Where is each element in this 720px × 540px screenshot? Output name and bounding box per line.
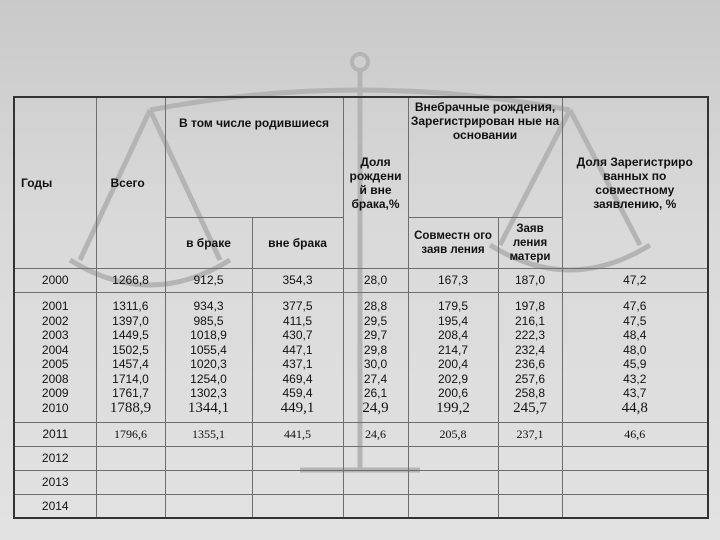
value-line: 29,5 <box>363 313 388 328</box>
value-line: 2002 <box>41 313 69 328</box>
value-line: 195,4 <box>438 313 469 328</box>
table-row-2000 <box>14 268 708 292</box>
in-marriage-cell: 1355,1 <box>165 422 252 446</box>
joint-block-cell <box>408 292 498 422</box>
total-cell: 1796,6 <box>96 422 165 446</box>
value-line: 1397,0 <box>112 313 149 328</box>
empty-cell <box>343 446 408 470</box>
value-line: 1502,5 <box>112 342 149 357</box>
table-row-2014 <box>14 494 708 518</box>
value-line: 1311,6 <box>112 299 149 313</box>
mother-cell: 237,1 <box>498 422 562 446</box>
value-line: 2005 <box>41 357 69 371</box>
value-line: 232,4 <box>515 342 546 357</box>
value-line: 43,7 <box>623 386 647 400</box>
mother-block-cell <box>498 292 562 422</box>
value-line: 202,9 <box>438 371 469 386</box>
out-of-marriage-block-cell <box>252 292 343 422</box>
value-line: 430,7 <box>282 328 313 342</box>
value-line: 48,0 <box>623 342 647 357</box>
table-row-2001-2010 <box>14 292 708 422</box>
value-line: 1302,3 <box>190 386 227 400</box>
value-line: 258,8 <box>515 386 546 400</box>
table-header-row <box>14 97 708 217</box>
value-line: 2008 <box>41 371 69 386</box>
share-out-block-cell <box>343 292 408 422</box>
in-marriage-cell: 912,5 <box>165 268 252 292</box>
joint-cell: 205,8 <box>408 422 498 446</box>
value-line: 1449,5 <box>112 328 149 342</box>
empty-cell <box>498 494 562 518</box>
value-line: 236,6 <box>515 357 546 371</box>
header-including-born: В том числе родившиеся <box>165 97 343 217</box>
value-line: 214,7 <box>438 342 469 357</box>
year-cell: 2014 <box>14 494 96 518</box>
value-line: 200,4 <box>438 357 469 371</box>
out-of-marriage-cell: 441,5 <box>252 422 343 446</box>
value-line: 29,8 <box>363 342 388 357</box>
value-line: 2001 <box>41 299 69 313</box>
year-cell: 2000 <box>14 268 96 292</box>
header-in-marriage: в браке <box>165 217 252 268</box>
total-cell: 1266,8 <box>96 268 165 292</box>
value-line: 449,1 <box>280 399 315 416</box>
in-marriage-block-cell <box>165 292 252 422</box>
value-line: 985,5 <box>193 313 224 328</box>
joint-cell: 167,3 <box>408 268 498 292</box>
empty-cell <box>96 494 165 518</box>
value-line: 45,9 <box>623 357 647 371</box>
value-line: 2010 <box>41 400 69 415</box>
value-line: 1055,4 <box>190 342 227 357</box>
value-line: 1714,0 <box>112 371 149 386</box>
empty-cell <box>562 446 708 470</box>
empty-cell <box>252 494 343 518</box>
share-joint-cell: 47,2 <box>562 268 708 292</box>
year-cell: 2011 <box>14 422 96 446</box>
years-block-cell <box>14 292 96 422</box>
share-joint-block-cell <box>562 292 708 422</box>
empty-cell <box>165 470 252 494</box>
empty-cell <box>562 494 708 518</box>
value-line: 934,3 <box>193 299 224 313</box>
value-line: 43,2 <box>623 371 647 386</box>
header-out-of-marriage: вне брака <box>252 217 343 268</box>
value-line: 24,9 <box>362 399 389 416</box>
empty-cell <box>498 446 562 470</box>
header-extramarital-registered: Внебрачные рождения, Зарегистрирован ные на основании <box>408 97 562 217</box>
header-years: Годы <box>14 97 96 268</box>
value-line: 1788,9 <box>109 399 152 416</box>
table-row-2013 <box>14 470 708 494</box>
value-line: 30,0 <box>363 357 388 371</box>
empty-cell <box>96 446 165 470</box>
value-line: 29,7 <box>363 328 388 342</box>
value-line: 377,5 <box>282 299 313 313</box>
value-line: 47,5 <box>623 313 647 328</box>
value-line: 411,5 <box>282 313 313 328</box>
value-line: 1457,4 <box>112 357 149 371</box>
empty-cell <box>498 470 562 494</box>
value-line: 28,8 <box>363 299 388 313</box>
header-share-joint-application: Доля Зарегистриро ванных по совместному заявлению, % <box>562 97 708 268</box>
value-line: 27,4 <box>363 371 388 386</box>
value-line: 2009 <box>41 386 69 400</box>
empty-cell <box>252 446 343 470</box>
header-share-out-of-marriage: Доля рождени й вне брака,% <box>343 97 408 268</box>
share-out-cell: 24,6 <box>343 422 408 446</box>
share-joint-cell: 46,6 <box>562 422 708 446</box>
empty-cell <box>408 494 498 518</box>
year-cell: 2012 <box>14 446 96 470</box>
total-block-cell <box>96 292 165 422</box>
value-line: 179,5 <box>438 299 469 313</box>
value-line: 1761,7 <box>112 386 149 400</box>
value-line: 44,8 <box>621 399 648 416</box>
header-joint-application: Совместн ого заяв ления <box>408 217 498 268</box>
value-line: 2003 <box>41 328 69 342</box>
empty-cell <box>165 446 252 470</box>
value-line: 437,1 <box>282 357 313 371</box>
value-line: 200,6 <box>438 386 469 400</box>
value-line: 447,1 <box>282 342 313 357</box>
value-line: 26,1 <box>363 386 388 400</box>
empty-cell <box>562 470 708 494</box>
empty-cell <box>96 470 165 494</box>
value-line: 469,4 <box>282 371 313 386</box>
empty-cell <box>408 446 498 470</box>
value-line: 1020,3 <box>190 357 227 371</box>
empty-cell <box>343 494 408 518</box>
out-of-marriage-cell: 354,3 <box>252 268 343 292</box>
value-line: 459,4 <box>282 386 313 400</box>
value-line: 222,3 <box>515 328 546 342</box>
table-row-2012 <box>14 446 708 470</box>
header-total: Всего <box>96 97 165 268</box>
value-line: 199,2 <box>436 399 470 416</box>
mother-cell: 187,0 <box>498 268 562 292</box>
value-line: 1018,9 <box>190 328 227 342</box>
empty-cell <box>165 494 252 518</box>
empty-cell <box>408 470 498 494</box>
value-line: 208,4 <box>438 328 469 342</box>
value-line: 1254,0 <box>190 371 227 386</box>
births-statistics-table <box>13 96 709 519</box>
empty-cell <box>343 470 408 494</box>
value-line: 216,1 <box>515 313 546 328</box>
value-line: 257,6 <box>515 371 546 386</box>
header-mother-application: Заяв ления матери <box>498 217 562 268</box>
share-out-cell: 28,0 <box>343 268 408 292</box>
year-cell: 2013 <box>14 470 96 494</box>
value-line: 2004 <box>41 342 69 357</box>
table-row-2011 <box>14 422 708 446</box>
value-line: 47,6 <box>623 299 647 313</box>
value-line: 245,7 <box>513 399 547 416</box>
value-line: 1344,1 <box>187 399 230 416</box>
empty-cell <box>252 470 343 494</box>
value-line: 197,8 <box>515 299 546 313</box>
value-line: 48,4 <box>623 328 647 342</box>
